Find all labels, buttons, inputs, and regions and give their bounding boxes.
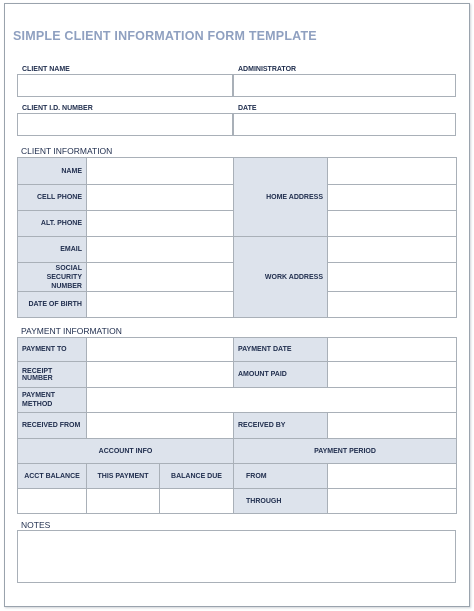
ssn-label-line-3: NUMBER [51,282,82,290]
name-label: NAME [18,158,87,185]
cell-phone-label: CELL PHONE [18,185,87,211]
received-by-label: RECEIVED BY [234,413,328,439]
payment-method-label [18,388,87,413]
notes-field[interactable] [17,530,456,583]
from-label: FROM [234,464,328,489]
email-label: EMAIL [18,237,87,263]
home-address-field-1[interactable] [328,158,457,185]
client-information-heading: CLIENT INFORMATION [21,146,113,156]
this-payment-header: THIS PAYMENT [87,464,160,489]
ssn-field[interactable] [87,263,234,292]
payment-method-label-line-1: PAYMENT [22,392,56,399]
ssn-label [18,263,87,292]
received-from-label: RECEIVED FROM [18,413,87,439]
date-field[interactable] [233,113,456,136]
client-name-label: CLIENT NAME [22,66,70,73]
work-address-field-3[interactable] [328,292,457,318]
administrator-field[interactable] [233,74,456,97]
acct-balance-field[interactable] [18,489,87,514]
receipt-number-field[interactable] [87,362,234,388]
page-title: SIMPLE CLIENT INFORMATION FORM TEMPLATE [13,29,317,43]
notes-heading: NOTES [21,520,51,530]
balance-due-header: BALANCE DUE [160,464,234,489]
client-id-label: CLIENT I.D. NUMBER [22,105,93,112]
payment-to-label: PAYMENT TO [18,338,87,362]
administrator-label: ADMINISTRATOR [238,66,297,73]
received-from-field[interactable] [87,413,234,439]
name-field[interactable] [87,158,234,185]
payment-to-field[interactable] [87,338,234,362]
work-address-label: WORK ADDRESS [234,237,328,318]
email-field[interactable] [87,237,234,263]
balance-due-field[interactable] [160,489,234,514]
payment-method-field[interactable] [87,388,457,413]
through-label: THROUGH [234,489,328,514]
payment-period-header: PAYMENT PERIOD [234,439,457,464]
home-address-label: HOME ADDRESS [234,158,328,237]
work-address-field-2[interactable] [328,263,457,292]
this-payment-field[interactable] [87,489,160,514]
alt-phone-label: ALT. PHONE [18,211,87,237]
cell-phone-field[interactable] [87,185,234,211]
acct-balance-header: ACCT BALANCE [18,464,87,489]
client-information-table [17,157,457,318]
payment-information-heading: PAYMENT INFORMATION [21,326,122,336]
received-by-field[interactable] [328,413,457,439]
account-info-header: ACCOUNT INFO [18,439,234,464]
work-address-field-1[interactable] [328,237,457,263]
through-field[interactable] [328,489,457,514]
client-name-field[interactable] [17,74,233,97]
date-label: DATE [238,105,257,112]
dob-field[interactable] [87,292,234,318]
payment-date-field[interactable] [328,338,457,362]
client-id-field[interactable] [17,113,233,136]
receipt-number-label: RECEIPT NUMBER [18,362,87,388]
from-field[interactable] [328,464,457,489]
home-address-field-3[interactable] [328,211,457,237]
amount-paid-field[interactable] [328,362,457,388]
amount-paid-label: AMOUNT PAID [234,362,328,388]
payment-information-table [17,337,457,514]
dob-label: DATE OF BIRTH [18,292,87,318]
ssn-label-line-2: SECURITY [46,273,82,281]
alt-phone-field[interactable] [87,211,234,237]
home-address-field-2[interactable] [328,185,457,211]
ssn-label-line-1: SOCIAL [55,264,82,272]
payment-date-label: PAYMENT DATE [234,338,328,362]
payment-method-label-line-2: METHOD [22,401,53,408]
